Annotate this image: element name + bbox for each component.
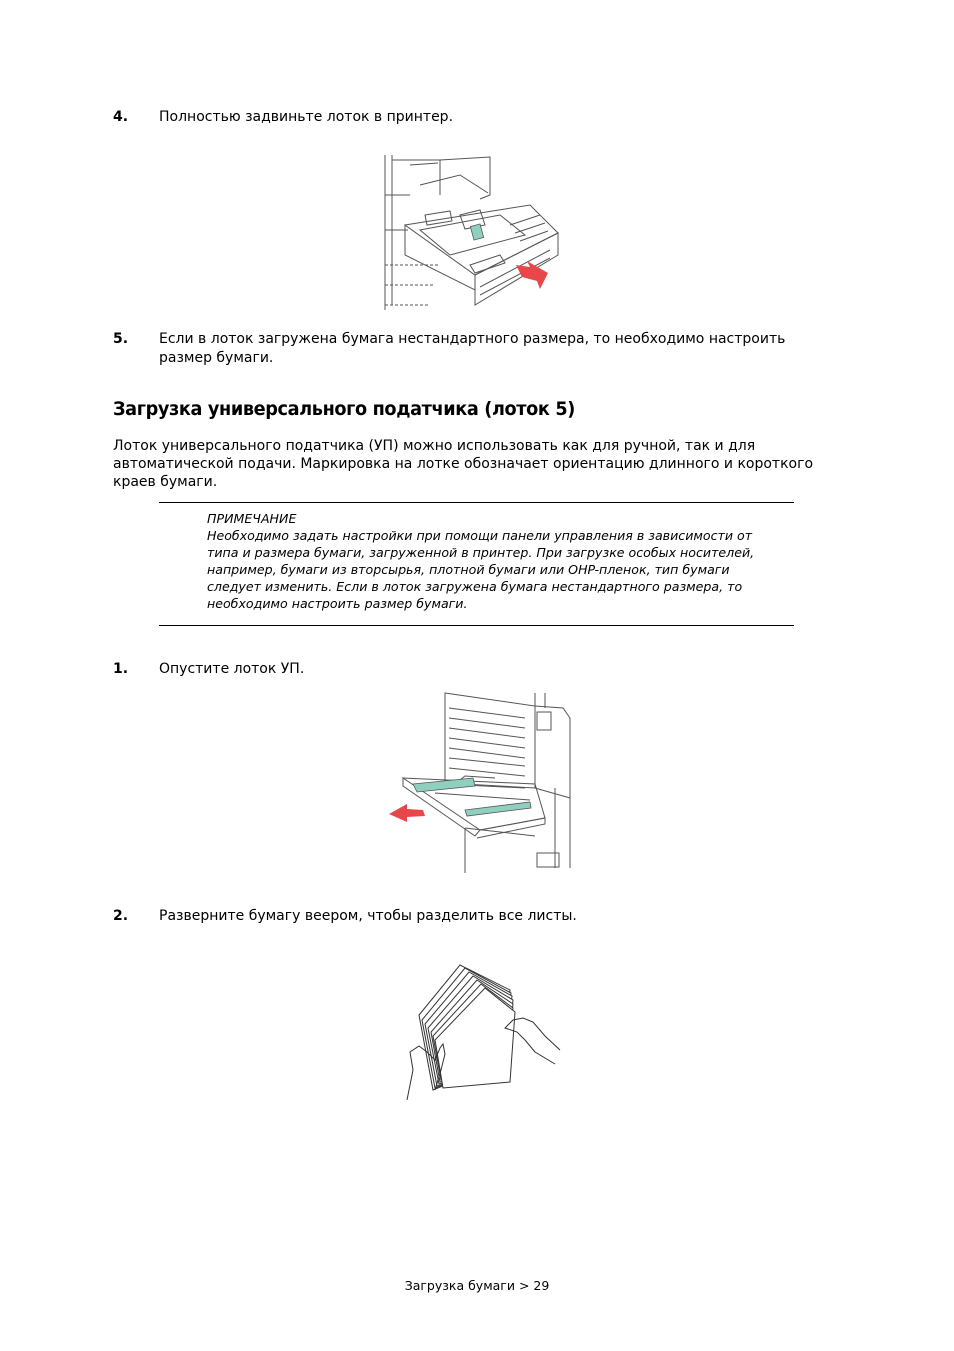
section-heading: Загрузка универсального податчика (лоток 5) bbox=[113, 398, 575, 420]
step-text: Если в лоток загружена бумага нестандартного размера, то необходимо настроить размер бумаги. bbox=[159, 331, 786, 366]
note-text: Необходимо задать настройки при помощи панели управления в зависимости от типа и размера бумаги, загруженной в принтер. При загрузке особых носителей, например, бумаги из вторсырья, плотной бумаги или OHP-пленок, тип бумаги следует изменить. Если в лоток загружена бумага нестандартного размера, то необходимо настроить размер бумаги. bbox=[207, 528, 755, 611]
step-number: 5. bbox=[113, 331, 129, 347]
tray-insert-illustration bbox=[380, 155, 570, 315]
step-text: Опустите лоток УП. bbox=[159, 661, 305, 677]
step-text: Разверните бумагу веером, чтобы разделить все листы. bbox=[159, 908, 577, 924]
step-number: 1. bbox=[113, 661, 129, 677]
note-top-rule bbox=[159, 502, 794, 503]
note-label: ПРИМЕЧАНИЕ bbox=[207, 511, 297, 526]
fan-paper-illustration bbox=[405, 960, 565, 1105]
section-intro: Лоток универсального податчика (УП) можно использовать как для ручной, так и для автоматической подачи. Маркировка на лотке обозначает ориентацию длинного и короткого краев бумаги. bbox=[113, 438, 814, 490]
note-bottom-rule bbox=[159, 625, 794, 626]
step-number: 2. bbox=[113, 908, 129, 924]
step-number: 4. bbox=[113, 109, 129, 125]
mp-tray-illustration bbox=[385, 688, 575, 873]
step-text: Полностью задвиньте лоток в принтер. bbox=[159, 109, 454, 125]
page-footer: Загрузка бумаги > 29 bbox=[404, 1278, 550, 1293]
note bbox=[207, 510, 787, 612]
